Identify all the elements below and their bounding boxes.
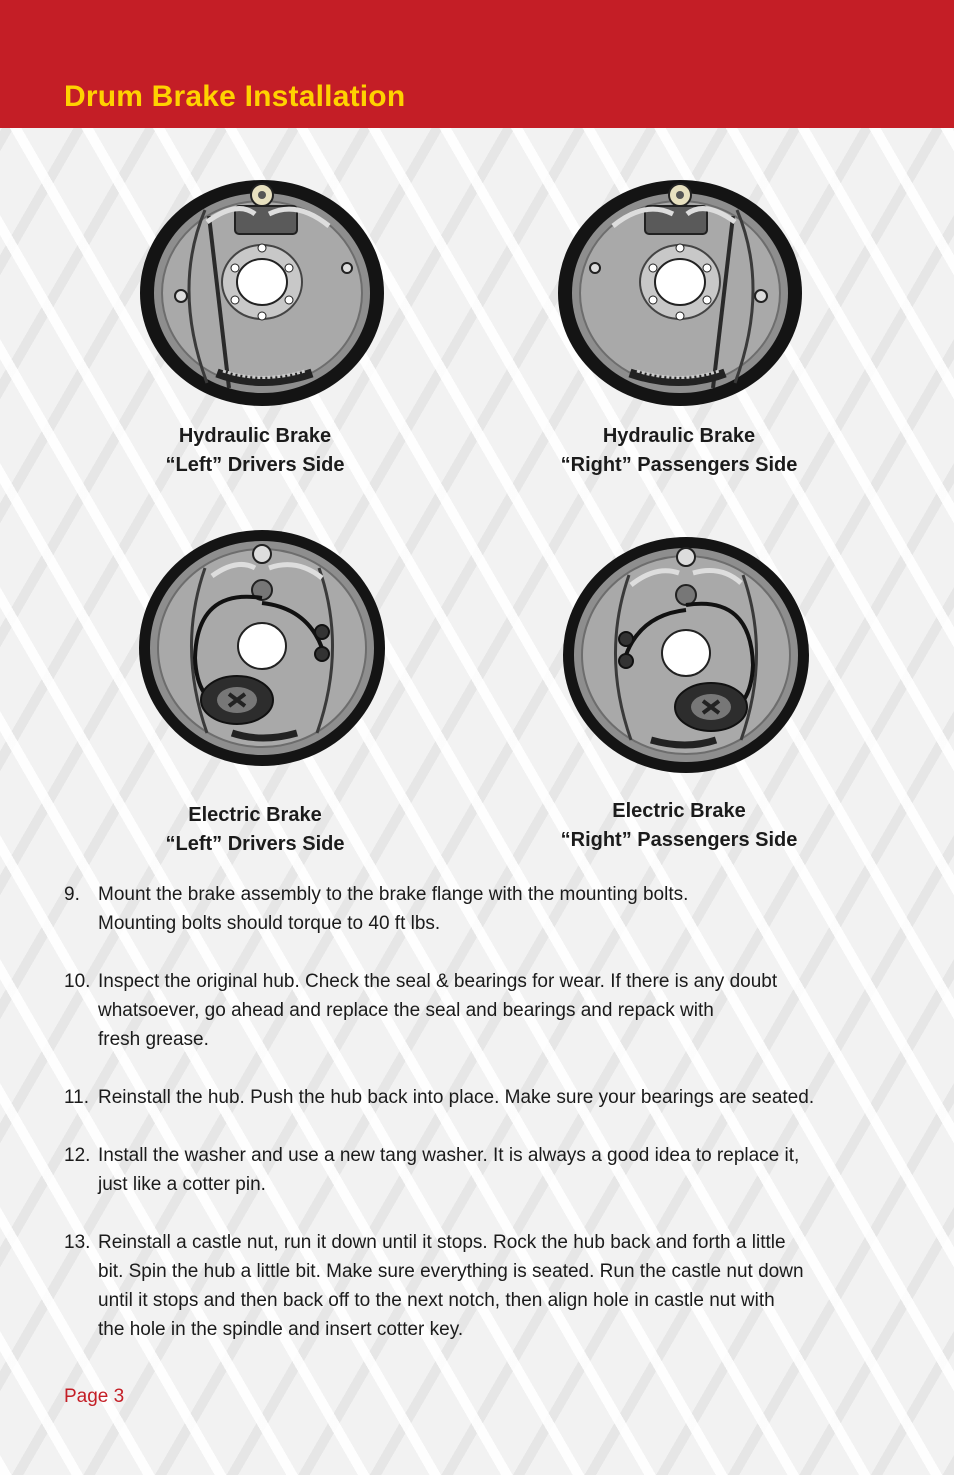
hydraulic-brake-right-icon xyxy=(555,178,805,408)
list-item xyxy=(64,880,904,938)
step-number: 13. xyxy=(64,1232,91,1253)
caption-brake-type: Electric Brake xyxy=(612,800,746,822)
list-item xyxy=(64,1228,904,1344)
electric-brake-right-icon xyxy=(561,535,811,775)
step-text: Reinstall the hub. Push the hub back into place. Make sure your bearings are seated. xyxy=(98,1087,815,1108)
caption-hydraulic-left xyxy=(95,422,415,480)
step-number: 9. xyxy=(64,884,80,905)
step-text: Inspect the original hub. Check the seal & bearings for wear. If there is any doubt whatsoever, go ahead and replace the seal and bearings and repack with fresh grease. xyxy=(98,971,778,1050)
page-title: Drum Brake Installation xyxy=(64,80,406,113)
step-text: Mount the brake assembly to the brake flange with the mounting bolts. Mounting bolts should torque to 40 ft lbs. xyxy=(98,884,689,934)
installation-steps xyxy=(64,880,904,1373)
caption-brake-type: Hydraulic Brake xyxy=(178,425,332,447)
page-number: Page 3 xyxy=(64,1386,125,1407)
list-item xyxy=(64,1083,904,1112)
header-banner xyxy=(0,0,954,128)
step-number: 10. xyxy=(64,971,91,992)
caption-brake-side: “Left” Drivers Side xyxy=(165,833,345,855)
hydraulic-brake-left-icon xyxy=(137,178,387,408)
step-number: 12. xyxy=(64,1145,91,1166)
caption-brake-type: Electric Brake xyxy=(188,804,322,826)
caption-electric-left xyxy=(95,801,415,859)
caption-brake-type: Hydraulic Brake xyxy=(602,425,756,447)
list-item xyxy=(64,967,904,1054)
caption-electric-right xyxy=(519,797,839,855)
list-item xyxy=(64,1141,904,1199)
step-number: 11. xyxy=(64,1087,90,1108)
caption-brake-side: “Left” Drivers Side xyxy=(165,454,345,476)
electric-brake-left-icon xyxy=(137,528,387,768)
caption-brake-side: “Right” Passengers Side xyxy=(560,829,798,851)
caption-brake-side: “Right” Passengers Side xyxy=(560,454,798,476)
step-text: Reinstall a castle nut, run it down until it stops. Rock the hub back and forth a little bit. Spin the hub a little bit. Make sure everything is seated. Run the castle nut down until it stops and then back off to the next notch, then align hole in castle nut with the hole in the spindle and insert cotter key. xyxy=(98,1232,804,1340)
step-text: Install the washer and use a new tang washer. It is always a good idea to replace it, just like a cotter pin. xyxy=(98,1145,800,1195)
caption-hydraulic-right xyxy=(519,422,839,480)
